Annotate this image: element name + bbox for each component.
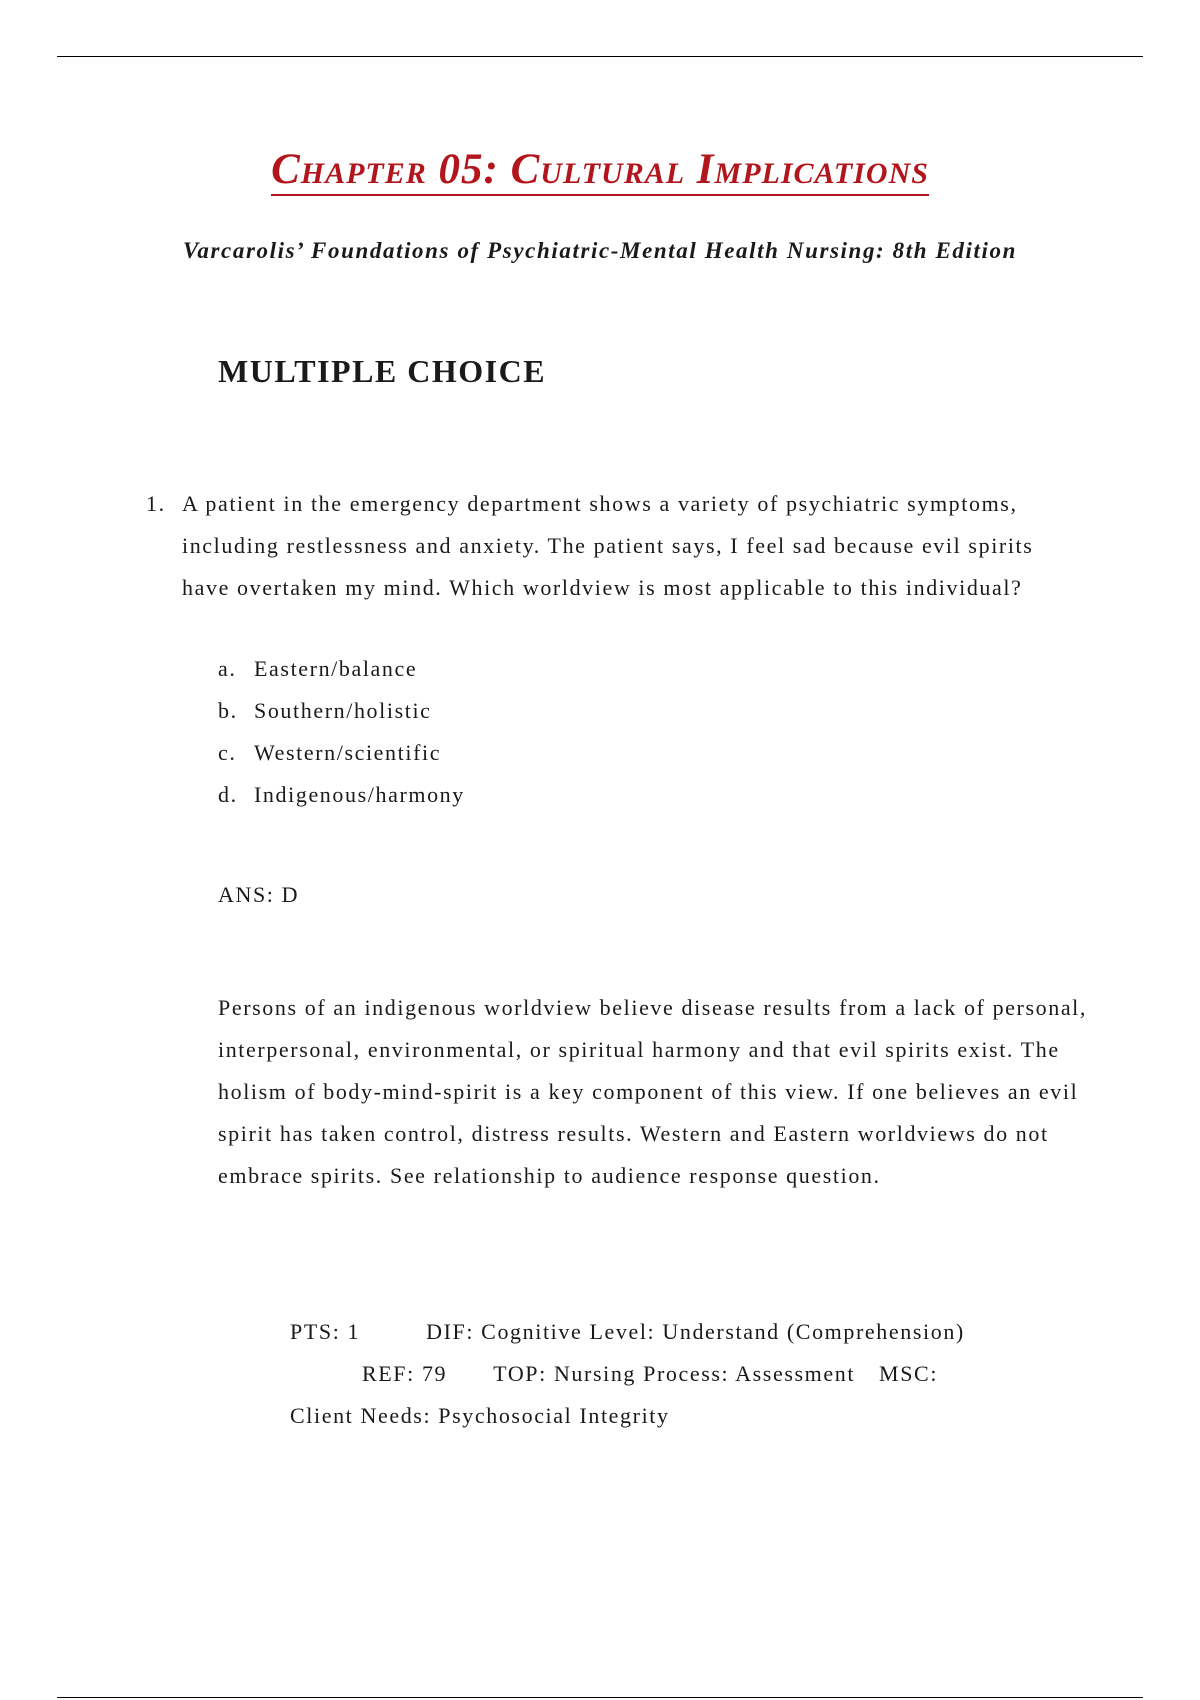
meta-line-1 <box>290 1311 1050 1353</box>
top-rule <box>57 56 1143 57</box>
rationale-text: Persons of an indigenous worldview believe disease results from a lack of personal, interpersonal, environmental, or spiritual harmony and that evil spirits exist. The holism of body-mind-spirit is a key component of this view. If one believes an evil spirit has taken control, distress results. Western and Eastern worldviews do not embrace spirits. See relationship to audience response question. <box>218 995 1087 1188</box>
option-letter: c. <box>218 740 237 765</box>
option-text: Western/scientific <box>254 740 442 765</box>
option-letter: a. <box>218 656 237 681</box>
option-b <box>218 690 465 732</box>
meta-top: TOP: Nursing Process: Assessment <box>493 1361 856 1386</box>
bottom-rule <box>57 1697 1143 1698</box>
answer-key: ANS: D <box>218 882 300 907</box>
option-letter: d. <box>218 782 238 807</box>
chapter-title-text: Chapter 05: Cultural Implications <box>271 146 929 196</box>
option-text: Indigenous/harmony <box>254 782 465 807</box>
meta-msc: MSC: <box>879 1361 939 1386</box>
option-d <box>218 774 465 816</box>
chapter-title <box>0 145 1200 194</box>
question-stem: A patient in the emergency department shows a variety of psychiatric symptoms, including restlessness and anxiety. The patient says, I feel sad because evil spirits have overtaken my mind. Which worldview is most applicable to this individual? <box>182 491 1034 600</box>
meta-ref: REF: 79 <box>362 1361 448 1386</box>
option-a <box>218 648 465 690</box>
section-heading: MULTIPLE CHOICE <box>218 353 547 389</box>
answer-options <box>218 648 465 816</box>
meta-line-3 <box>290 1395 1050 1437</box>
meta-pts: PTS: 1 <box>290 1319 361 1344</box>
meta-dif: DIF: Cognitive Level: Understand (Comprehension) <box>426 1319 965 1344</box>
question-metadata <box>290 1311 1050 1437</box>
option-c <box>218 732 465 774</box>
option-letter: b. <box>218 698 238 723</box>
meta-line-2 <box>290 1353 1050 1395</box>
option-text: Southern/holistic <box>254 698 432 723</box>
book-title: Varcarolis’ Foundations of Psychiatric-Mental Health Nursing: 8th Edition <box>183 238 1017 263</box>
meta-msc-detail: Client Needs: Psychosocial Integrity <box>290 1403 670 1428</box>
option-text: Eastern/balance <box>254 656 418 681</box>
question-number: 1. <box>146 491 166 516</box>
